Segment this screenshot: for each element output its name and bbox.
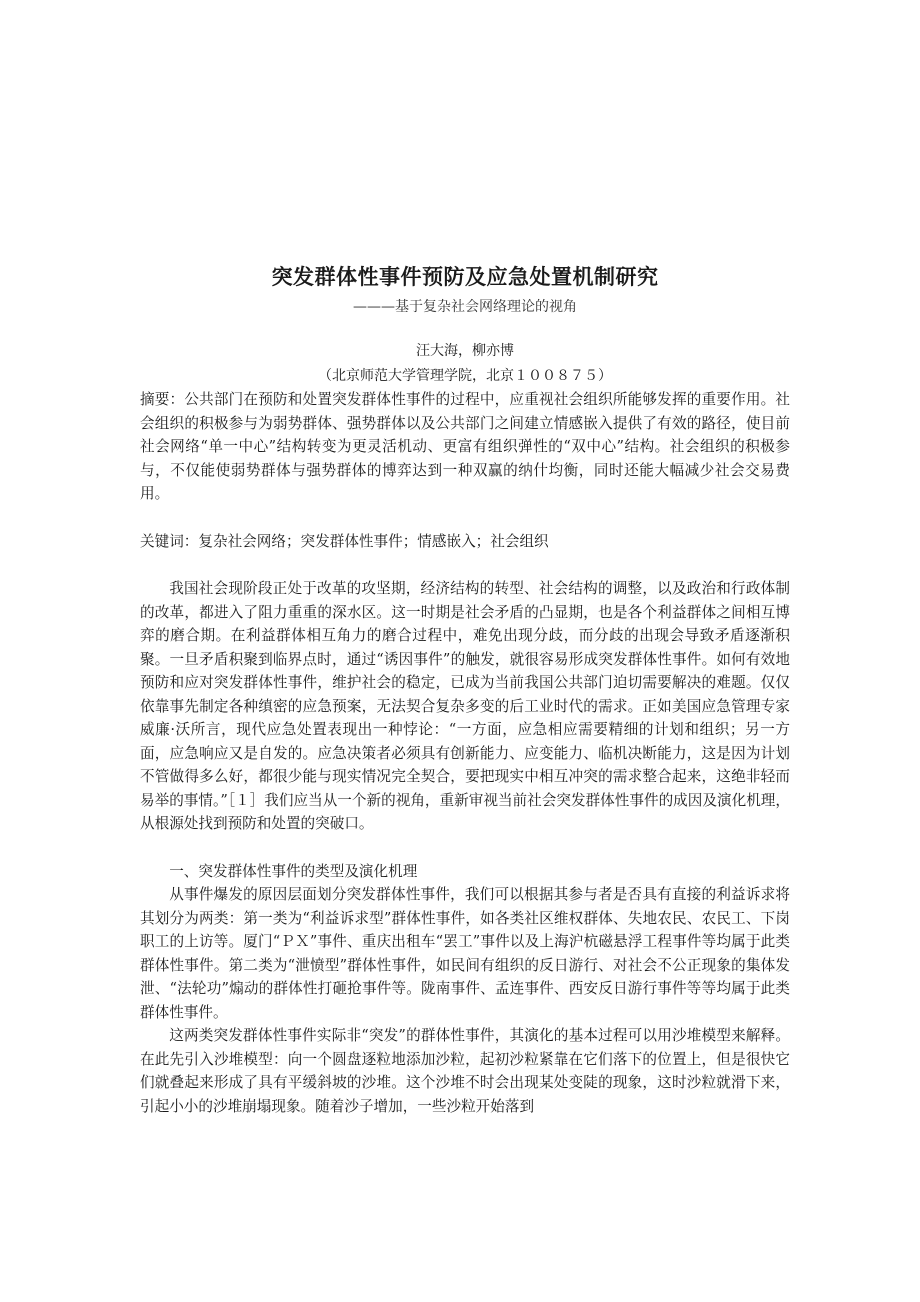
paper-title: 突发群体性事件预防及应急处置机制研究 [271,265,659,289]
keywords: 关键词：复杂社会网络；突发群体性事件；情感嵌入；社会组织 [140,532,549,550]
paper-affiliation: （北京师范大学管理学院，北京１００８７５） [318,368,612,384]
intro-paragraph: 我国社会现阶段正处于改革的攻坚期，经济结构的转型、社会结构的调整，以及政治和行政体制的改革，都进入了阻力重重的深水区。这一时期是社会矛盾的凸显期，也是各个利益群体之间相互博弈的磨合期。在利益群体相互角力的磨合过程中，难免出现分歧，而分歧的出现会导致矛盾逐渐积聚。一旦矛盾积聚到临界点时，通过“诱因事件”的触发，就很容易形成突发群体性事件。如何有效地预防和应对突发群体性事件，维护社会的稳定，已成为当前我国公共部门迫切需要解决的难题。仅仅依靠事先制定各种缜密的应急预案，无法契合复杂多变的后工业时代的需求。正如美国应急管理专家威廉·沃所言，现代应急处置表现出一种悖论：“一方面，应急相应需要精细的计划和组织；另一方面，应急响应又是自发的。应急决策者必须具有创新能力、应变能力、临机决断能力，这是因为计划不管做得多么好，都很少能与现实情况完全契合，要把现实中相互冲突的需求整合起来，这绝非轻而易举的事情。”［１］我们应当从一个新的视角，重新审视当前社会突发群体性事件的成因及演化机理，从根源处找到预防和处置的突破口。 [140,580,790,832]
paper-subtitle: ———基于复杂社会网络理论的视角 [353,299,577,315]
paper-authors: 汪大海，柳亦博 [416,343,514,359]
section-heading: 一、突发群体性事件的类型及演化机理 [169,862,418,880]
paper-page [140,262,790,1118]
section-paragraph-2: 这两类突发群体性事件实际非“突发”的群体性事件，其演化的基本过程可以用沙堆模型来解释。在此先引入沙堆模型：向一个圆盘逐粒地添加沙粒，起初沙粒紧靠在它们落下的位置上，但是很快它们就叠起来形成了具有平缓斜坡的沙堆。这个沙堆不时会出现某处变陡的现象，这时沙粒就滑下来，引起小小的沙堆崩塌现象。随着沙子增加，一些沙粒开始落到 [140,1027,790,1115]
section-paragraph-1: 从事件爆发的原因层面划分突发群体性事件，我们可以根据其参与者是否具有直接的利益诉求将其划分为两类：第一类为“利益诉求型”群体性事件，如各类社区维权群体、失地农民、农民工、下岗职工的上访等。厦门“ＰＸ”事件、重庆出租车“罢工”事件以及上海沪杭磁悬浮工程事件等均属于此类群体性事件。第二类为“泄愤型”群体性事件，如民间有组织的反日游行、对社会不公正现象的集体发泄、“法轮功”煽动的群体性打砸抢事件等。陇南事件、孟连事件、西安反日游行事件等等均属于此类群体性事件。 [140,886,790,1021]
abstract: 摘要：公共部门在预防和处置突发群体性事件的过程中，应重视社会组织所能够发挥的重要作用。社会组织的积极参与为弱势群体、强势群体以及公共部门之间建立情感嵌入提供了有效的路径，使目前社会网络“单一中心”结构转变为更灵活机动、更富有组织弹性的“双中心”结构。社会组织的积极参与，不仅能使弱势群体与强势群体的博弈达到一种双赢的纳什均衡，同时还能大幅减少社会交易费用。 [140,391,790,502]
